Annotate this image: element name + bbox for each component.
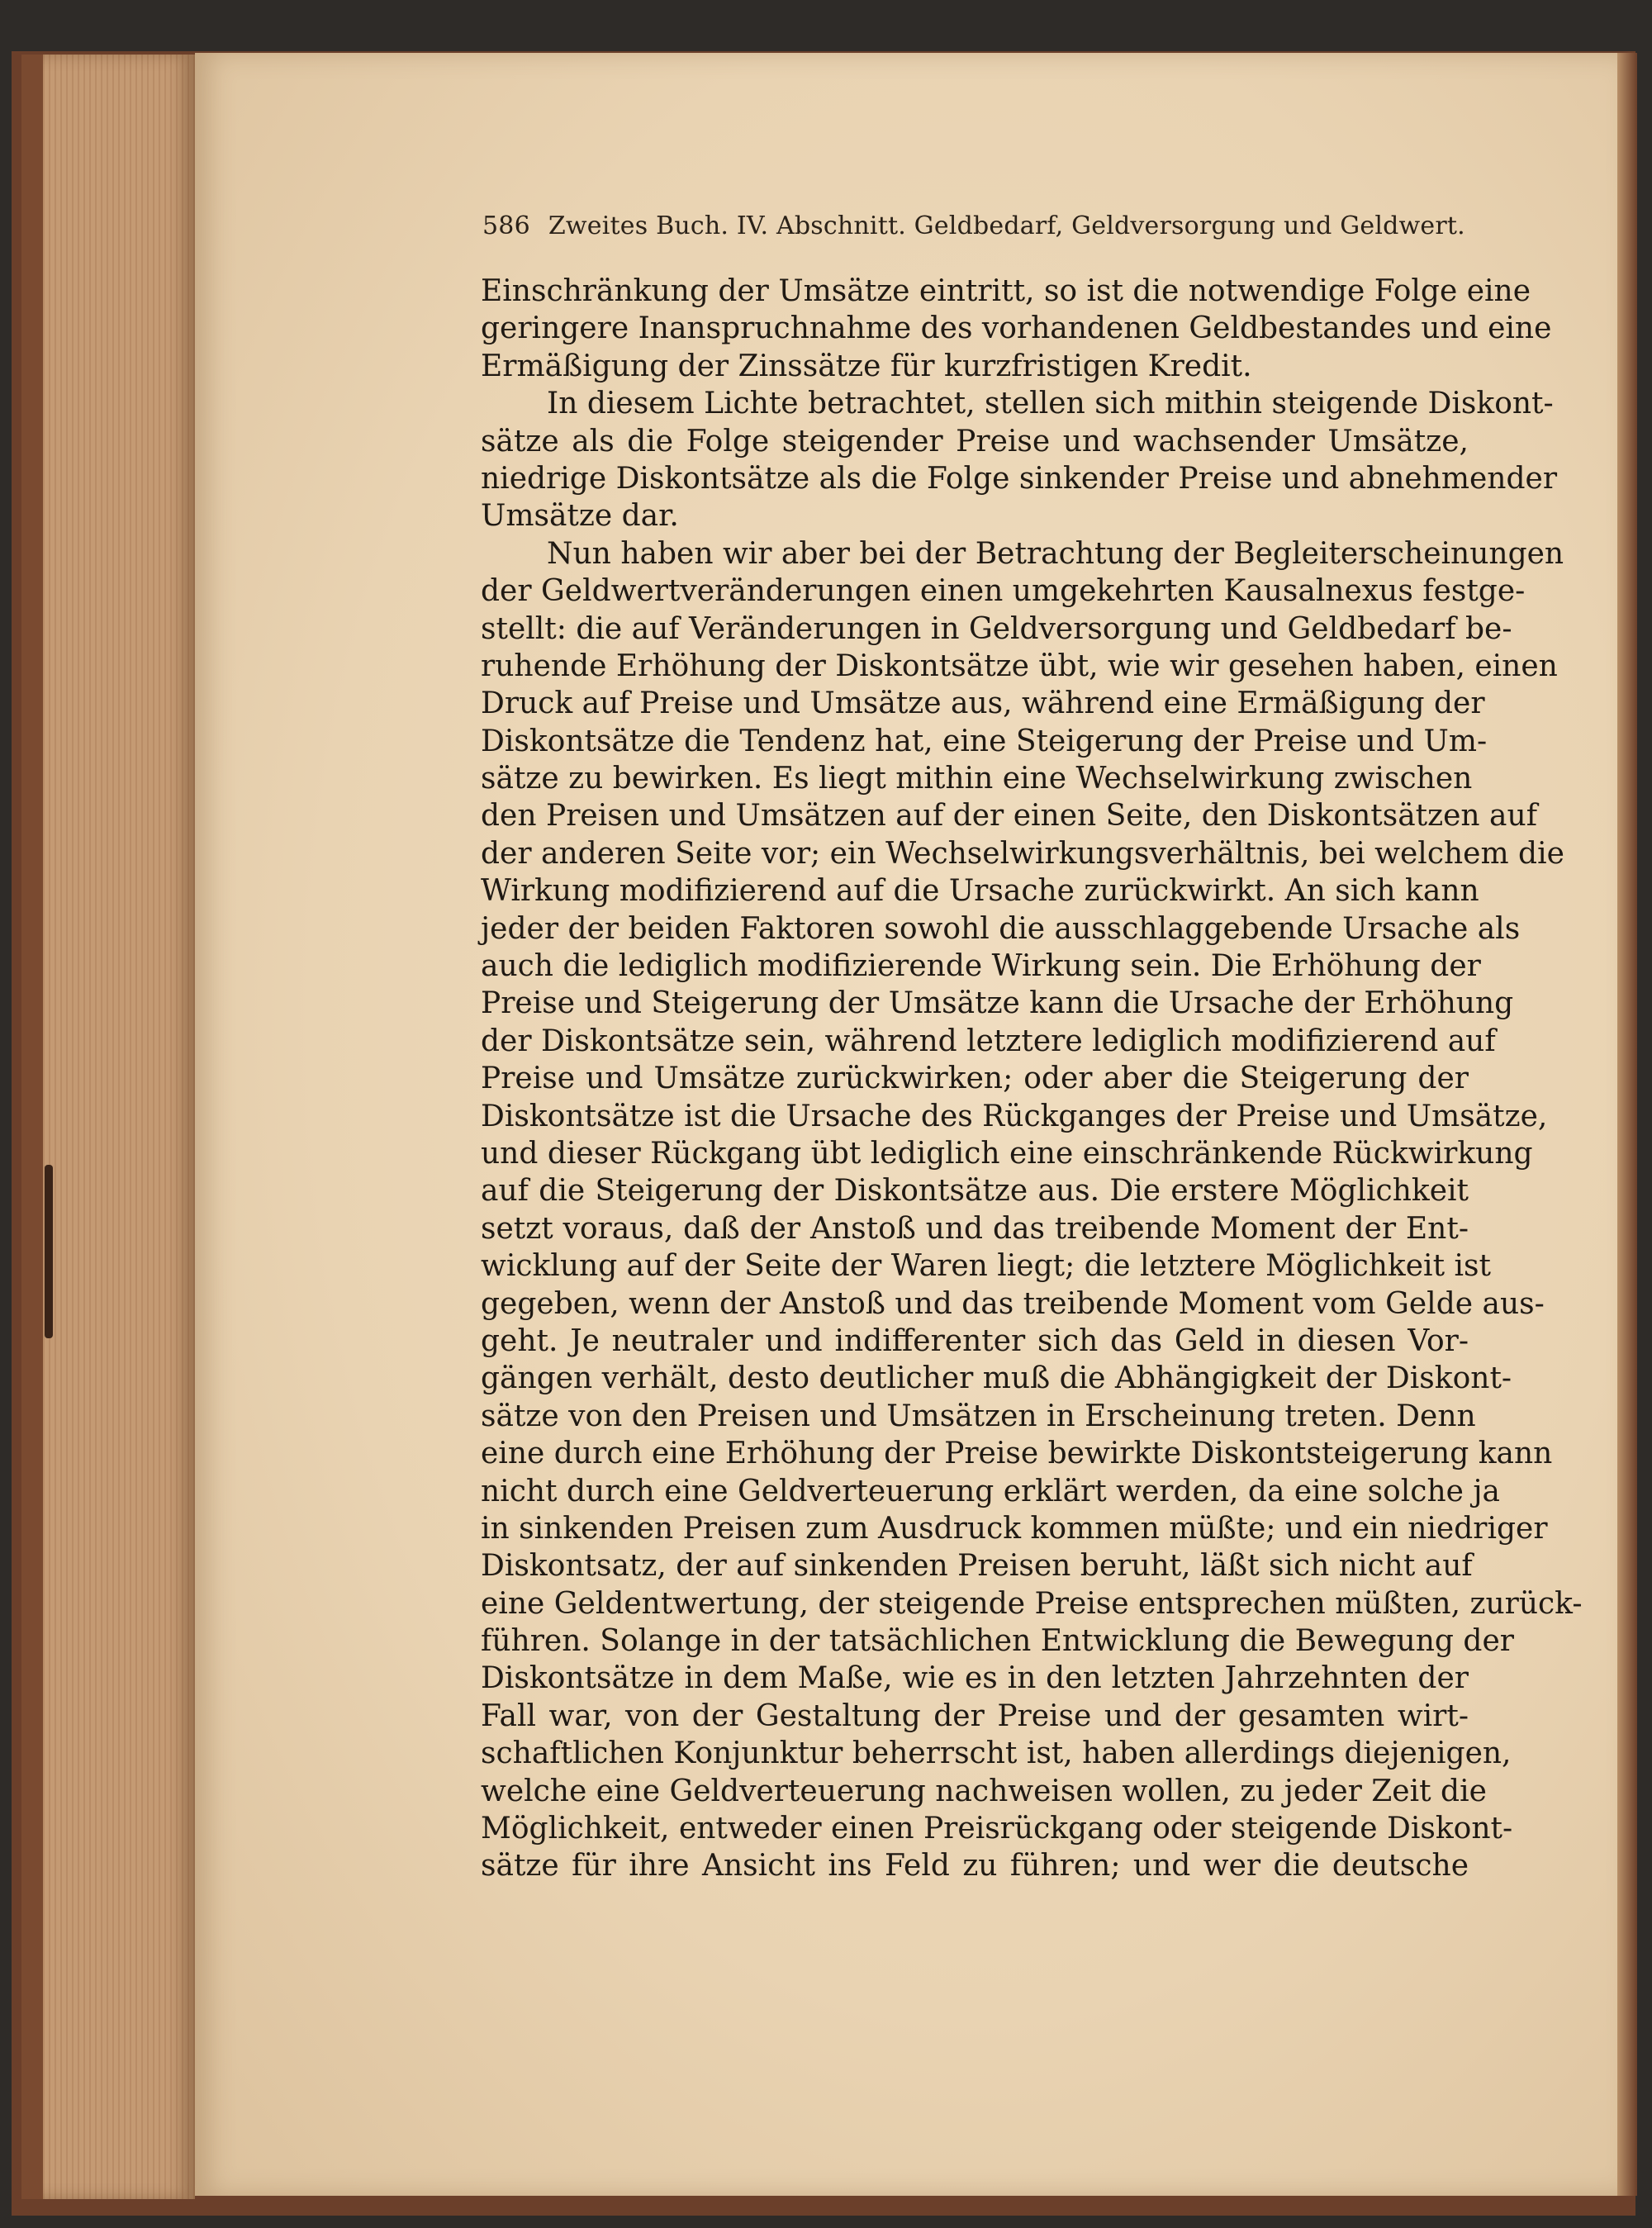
text-line: Diskontsatz, der auf sinkenden Preisen beruht, läßt sich nicht auf bbox=[481, 1549, 1473, 1584]
text-line: Druck auf Preise und Umsätze aus, während eine Ermäßigung der bbox=[481, 686, 1485, 721]
text-line: welche eine Geldverteuerung nachweisen wollen, zu jeder Zeit die bbox=[481, 1774, 1487, 1808]
text-line: der Diskontsätze sein, während letztere lediglich modifizierend auf bbox=[481, 1024, 1496, 1058]
text-line: den Preisen und Umsätzen auf der einen Seite, den Diskontsätzen auf bbox=[481, 799, 1538, 834]
text-line: Fall war, von der Gestaltung der Preise und der gesamten wirt- bbox=[481, 1698, 1469, 1733]
text-line: gegeben, wenn der Anstoß und das treibende Moment vom Gelde aus- bbox=[481, 1286, 1545, 1321]
text-line: Nun haben wir aber bei der Betrachtung der Begleiterscheinungen bbox=[547, 536, 1564, 571]
text-line: Preise und Steigerung der Umsätze kann die Ursache der Erhöhung bbox=[481, 986, 1514, 1021]
text-line: ruhende Erhöhung der Diskontsätze übt, wie wir gesehen haben, einen bbox=[481, 648, 1558, 683]
text-line: Einschränkung der Umsätze eintritt, so ist die notwendige Folge eine bbox=[481, 274, 1531, 308]
text-line: auch die lediglich modifizierende Wirkung sein. Die Erhöhung der bbox=[481, 949, 1481, 984]
text-line: in sinkenden Preisen zum Ausdruck kommen müßte; und ein niedriger bbox=[481, 1511, 1548, 1546]
text-line: sätze als die Folge steigender Preise und wachsender Umsätze, bbox=[481, 424, 1469, 458]
text-line: stellt: die auf Veränderungen in Geldversorgung und Geldbedarf be- bbox=[481, 611, 1512, 646]
spine-mark bbox=[45, 1165, 53, 1338]
text-line: auf die Steigerung der Diskontsätze aus. Die erstere Möglichkeit bbox=[481, 1174, 1469, 1209]
text-line: Diskontsätze in dem Maße, wie es in den letzten Jahrzehnten der bbox=[481, 1661, 1469, 1696]
text-line: Ermäßigung der Zinssätze für kurzfristigen Kredit. bbox=[481, 349, 1252, 383]
body-text bbox=[481, 273, 1583, 1885]
text-line: sätze von den Preisen und Umsätzen in Erscheinung treten. Denn bbox=[481, 1399, 1476, 1433]
text-line: Wirkung modifizierend auf die Ursache zurückwirkt. An sich kann bbox=[481, 874, 1479, 909]
page-edges bbox=[21, 55, 195, 2199]
text-line: nicht durch eine Geldverteuerung erklärt werden, da eine solche ja bbox=[481, 1474, 1501, 1508]
text-line: führen. Solange in der tatsächlichen Entwicklung die Bewegung der bbox=[481, 1624, 1514, 1659]
cover-edge bbox=[21, 55, 43, 2199]
text-line: eine Geldentwertung, der steigende Preise entsprechen müßten, zurück- bbox=[481, 1586, 1583, 1621]
text-line: niedrige Diskontsätze als die Folge sinkender Preise und abnehmender bbox=[481, 461, 1558, 496]
running-head-title: Zweites Buch. IV. Abschnitt. Geldbedarf, Geldversorgung und Geldwert. bbox=[548, 211, 1465, 240]
text-line: sätze für ihre Ansicht ins Feld zu führen; und wer die deutsche bbox=[481, 1849, 1469, 1884]
text-line: der Geldwertveränderungen einen umgekehrten Kausalnexus festge- bbox=[481, 574, 1526, 609]
text-line: Preise und Umsätze zurückwirken; oder aber die Steigerung der bbox=[481, 1062, 1469, 1096]
text-line: gängen verhält, desto deutlicher muß die Abhängigkeit der Diskont- bbox=[481, 1361, 1512, 1396]
page-number: 586 bbox=[482, 211, 530, 240]
text-line: eine durch eine Erhöhung der Preise bewirkte Diskontsteigerung kann bbox=[481, 1437, 1553, 1471]
text-line: Diskontsätze die Tendenz hat, eine Steigerung der Preise und Um- bbox=[481, 724, 1488, 758]
text-line: Diskontsätze ist die Ursache des Rückganges der Preise und Umsätze, bbox=[481, 1099, 1548, 1133]
text-line: schaftlichen Konjunktur beherrscht ist, haben allerdings diejenigen, bbox=[481, 1736, 1512, 1771]
text-line: geringere Inanspruchnahme des vorhandenen Geldbestandes und eine bbox=[481, 311, 1552, 346]
running-head bbox=[482, 211, 1465, 240]
text-line: jeder der beiden Faktoren sowohl die ausschlaggebende Ursache als bbox=[481, 911, 1521, 946]
text-line: der anderen Seite vor; ein Wechselwirkungsverhältnis, bei welchem die bbox=[481, 836, 1564, 871]
text-line: In diesem Lichte betrachtet, stellen sich mithin steigende Diskont- bbox=[547, 387, 1554, 421]
text-line: setzt voraus, daß der Anstoß und das treibende Moment der Ent- bbox=[481, 1211, 1469, 1246]
text-line: Umsätze dar. bbox=[481, 499, 679, 534]
text-line: wicklung auf der Seite der Waren liegt; die letztere Möglichkeit ist bbox=[481, 1249, 1491, 1284]
text-line: Möglichkeit, entweder einen Preisrückgang oder steigende Diskont- bbox=[481, 1812, 1513, 1846]
right-page-edge bbox=[1617, 53, 1637, 2196]
text-line: und dieser Rückgang übt lediglich eine einschränkende Rückwirkung bbox=[481, 1136, 1533, 1171]
text-line: geht. Je neutraler und indifferenter sich das Geld in diesen Vor- bbox=[481, 1323, 1469, 1358]
text-line: sätze zu bewirken. Es liegt mithin eine Wechselwirkung zwischen bbox=[481, 762, 1473, 796]
